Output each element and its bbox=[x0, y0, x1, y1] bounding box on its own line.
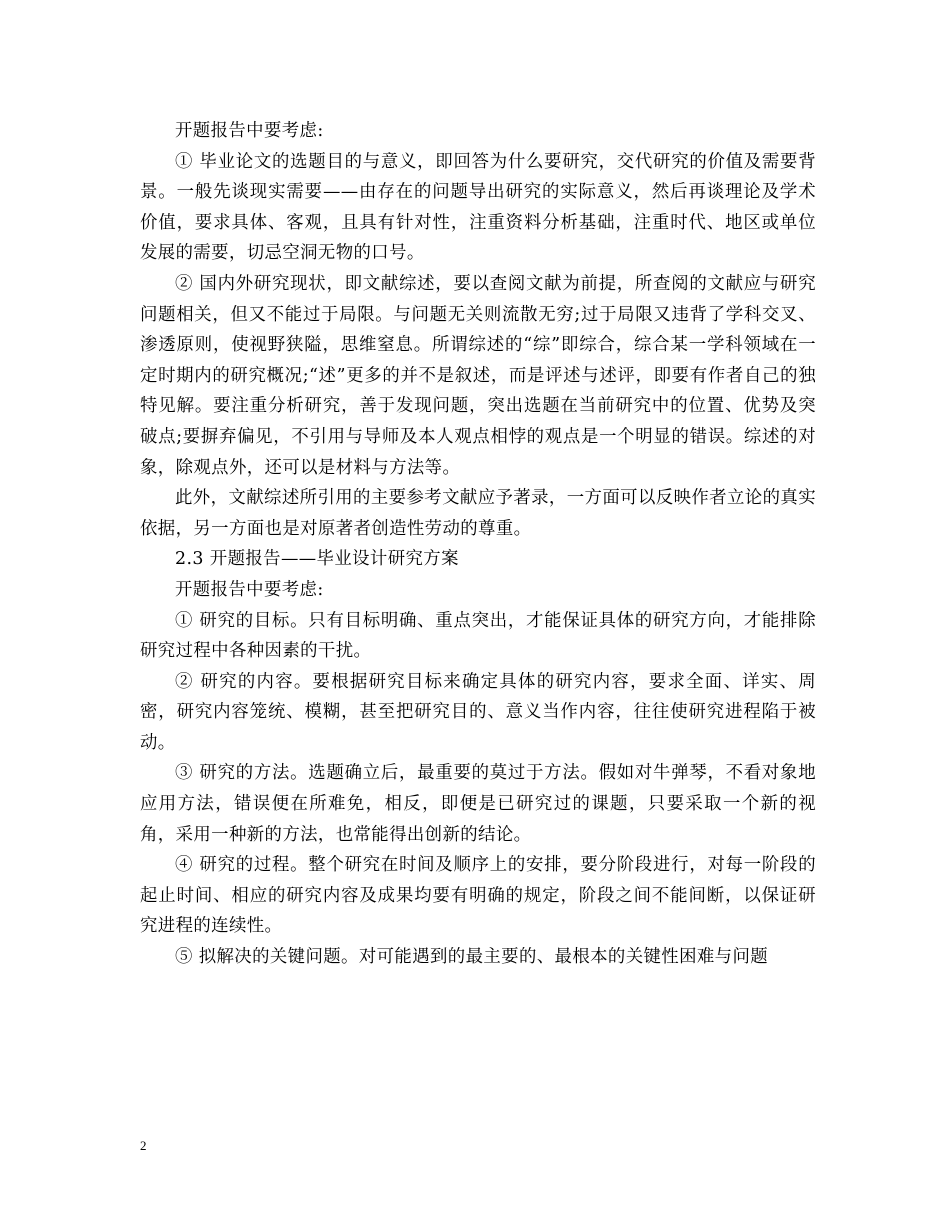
paragraph-heading-considerations-2: 开题报告中要考虑: bbox=[175, 579, 324, 600]
paragraph-research-content: ② 研究的内容。要根据研究目标来确定具体的研究内容，要求全面、详实、周密，研究内容笼统、模糊，甚至把研究目的、意义当作内容，往往使研究进程陷于被动。 bbox=[140, 671, 816, 753]
paragraph-research-method: ③ 研究的方法。选题确立后，最重要的莫过于方法。假如对牛弹琴，不看对象地应用方法，错误便在所难免，相反，即便是已研究过的课题，只要采取一个新的视角，采用一种新的方法，也常能得出创新的结论。 bbox=[140, 763, 816, 845]
paragraph-research-goal: ① 研究的目标。只有目标明确、重点突出，才能保证具体的研究方向，才能排除研究过程中各种因素的干扰。 bbox=[140, 610, 816, 662]
paragraph-topic-purpose: ① 毕业论文的选题目的与意义，即回答为什么要研究，交代研究的价值及需要背景。一般先谈现实需要——由存在的问题导出研究的实际意义，然后再谈理论及学术价值，要求具体、客观，且具有针对性，注重资料分析基础，注重时代、地区或单位发展的需要，切忌空洞无物的口号。 bbox=[140, 151, 816, 264]
paragraph-key-problems: ⑤ 拟解决的关键问题。对可能遇到的最主要的、最根本的关键性困难与问题 bbox=[175, 947, 769, 968]
paragraph-heading-considerations: 开题报告中要考虑: bbox=[175, 121, 324, 141]
paragraph-research-process: ④ 研究的过程。整个研究在时间及顺序上的安排，要分阶段进行，对每一阶段的起止时间、相应的研究内容及成果均要有明确的规定，阶段之间不能间断，以保证研究进程的连续性。 bbox=[140, 855, 816, 937]
paragraph-research-status: ② 国内外研究现状，即文献综述，要以查阅文献为前提，所查阅的文献应与研究问题相关，但又不能过于局限。与问题无关则流散无穷;过于局限又违背了学科交叉、渗透原则，使视野狭隘，思维窒息。所谓综述的“综”即综合，综合某一学科领域在一定时期内的研究概况;“述”更多的并不是叙述，而是评述与述评，即要有作者自己的独特见解。要注重分析研究，善于发现问题，突出选题在当前研究中的位置、优势及突破点;要摒弃偏见，不引用与导师及本人观点相悖的观点是一个明显的错误。综述的对象，除观点外，还可以是材料与方法等。 bbox=[140, 273, 816, 478]
page-number: 2 bbox=[140, 1138, 147, 1153]
paragraph-references: 此外，文献综述所引用的主要参考文献应予著录，一方面可以反映作者立论的真实依据，另一方面也是对原著者创造性劳动的尊重。 bbox=[140, 488, 816, 539]
section-heading-2-3: 2.3 开题报告——毕业设计研究方案 bbox=[175, 549, 459, 570]
body-text bbox=[140, 116, 816, 973]
